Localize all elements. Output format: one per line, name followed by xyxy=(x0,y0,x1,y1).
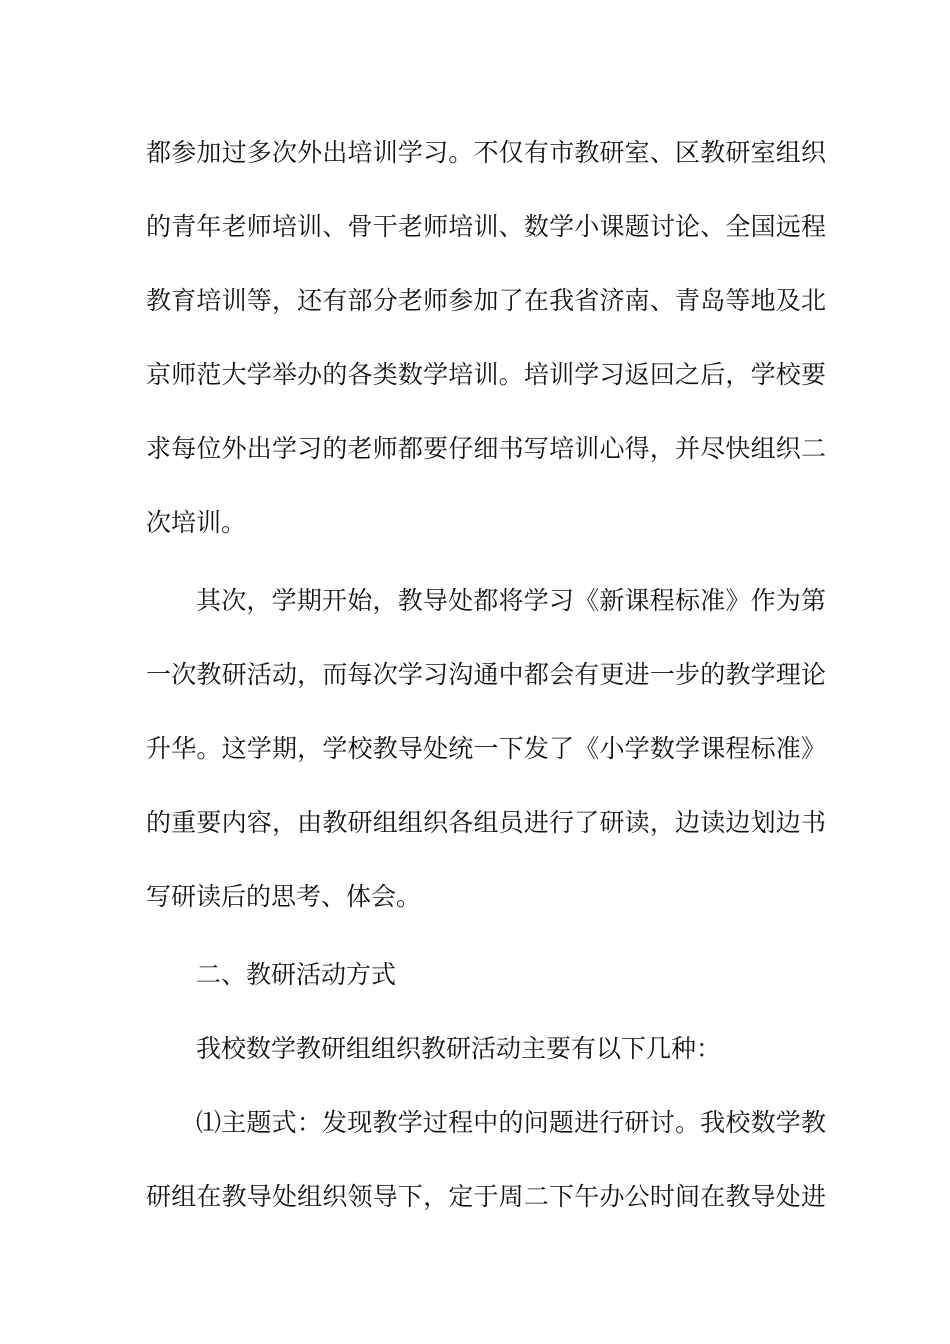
text-line-1: 都参加过多次外出培训学习。不仅有市教研室、区教研室组织 xyxy=(146,138,826,167)
text-line-3: 教育培训等，还有部分老师参加了在我省济南、青岛等地及北 xyxy=(146,286,826,315)
text-line-13: 我校数学教研组组织教研活动主要有以下几种： xyxy=(196,1034,722,1063)
text-line-9: 升华。这学期，学校教导处统一下发了《小学数学课程标准》 xyxy=(146,734,826,763)
text-line-6: 次培训。 xyxy=(146,508,247,537)
text-line-4: 京师范大学举办的各类数学培训。培训学习返回之后，学校要 xyxy=(146,360,826,389)
text-line-14: ⑴主题式：发现教学过程中的问题进行研讨。我校数学教 xyxy=(196,1108,826,1137)
paragraph-start-line: 其次，学期开始，教导处都将学习《新课程标准》作为第 xyxy=(196,586,826,615)
text-line-15: 研组在教导处组织领导下，定于周二下午办公时间在教导处进 xyxy=(146,1182,826,1211)
text-line-2: 的青年老师培训、骨干老师培训、数学小课题讨论、全国远程 xyxy=(146,212,826,241)
text-line-10: 的重要内容，由教研组组织各组员进行了研读，边读边划边书 xyxy=(146,808,826,837)
text-line-8: 一次教研活动，而每次学习沟通中都会有更进一步的教学理论 xyxy=(146,660,826,689)
text-line-5: 求每位外出学习的老师都要仔细书写培训心得，并尽快组织二 xyxy=(146,434,826,463)
text-line-11: 写研读后的思考、体会。 xyxy=(146,882,422,911)
section-heading: 二、教研活动方式 xyxy=(196,960,397,989)
